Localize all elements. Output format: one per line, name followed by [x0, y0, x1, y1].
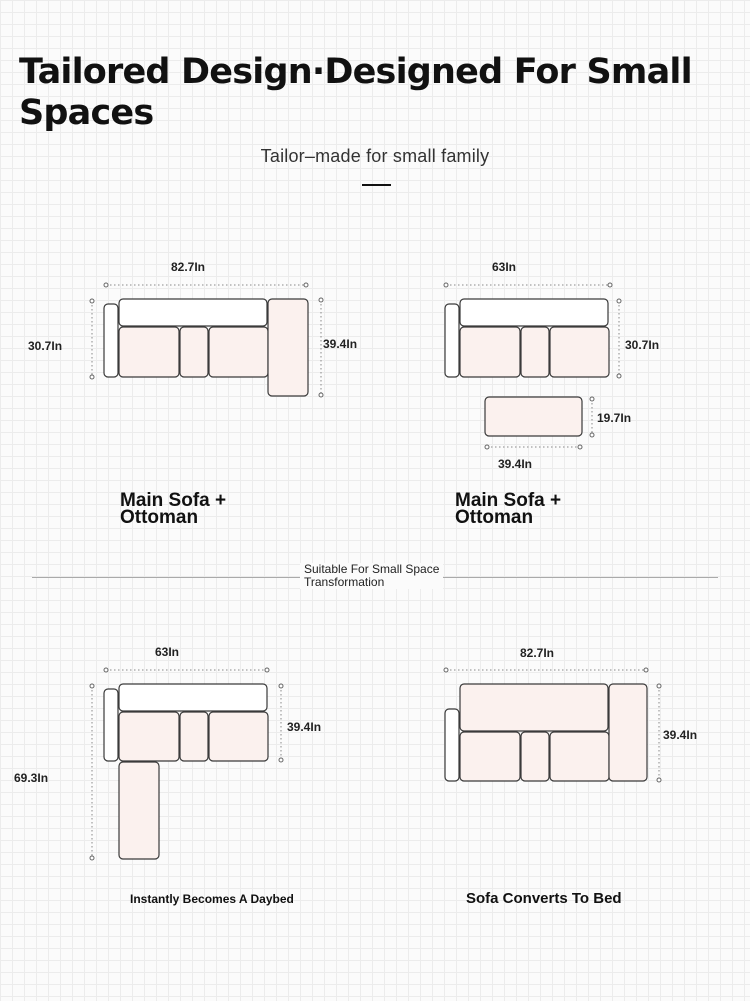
page-subtitle: Tailor–made for small family	[260, 146, 490, 166]
diagram-top-right	[444, 260, 659, 471]
top-right-caption: Main Sofa + Ottoman	[455, 490, 562, 528]
diagram-bottom-right	[444, 646, 697, 782]
bottom-right-depth-label: 39.4In	[663, 728, 698, 742]
top-left-height-label: 30.7In	[28, 339, 63, 353]
top-left-width-label: 82.7In	[170, 260, 206, 274]
divider-label-line2: Transformation	[304, 575, 385, 589]
top-left-caption: Main Sofa + Ottoman	[120, 490, 227, 528]
top-right-height-label: 30.7In	[625, 338, 660, 352]
top-right-ottoman-width-label: 39.4In	[497, 457, 533, 471]
bottom-left-depth-label: 39.4In	[287, 720, 322, 734]
bottom-left-width-label: 63In	[154, 645, 180, 659]
page-title: Tailored Design·Designed For Small Spaces	[19, 52, 692, 133]
top-left-chaise-label: 39.4In	[323, 337, 358, 351]
top-right-width-label: 63In	[491, 260, 517, 274]
divider-label	[300, 563, 443, 589]
bottom-left-caption: Instantly Becomes A Daybed	[130, 892, 294, 906]
top-right-ottoman-depth-label: 19.7In	[597, 411, 632, 425]
bottom-right-width-label: 82.7In	[519, 646, 555, 660]
bottom-left-length-label: 69.3In	[14, 771, 49, 785]
diagram-bottom-left	[14, 645, 321, 860]
diagram-top-left	[28, 260, 357, 397]
bottom-right-caption: Sofa Converts To Bed	[466, 890, 622, 907]
divider-label-line1: Suitable For Small Space	[304, 562, 440, 576]
